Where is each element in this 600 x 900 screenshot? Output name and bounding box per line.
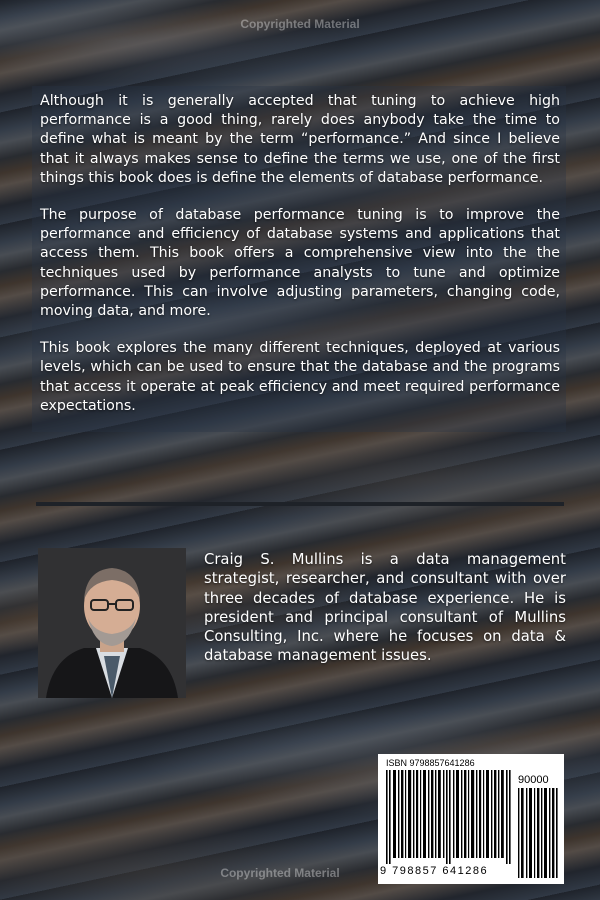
description-paragraph-2: The purpose of database performance tuning is to improve the performance and efficiency of database systems and applications that access them. This book offers a comprehensive view into the the techniques used by performance analysts to tune and optimize performance. This can involve adjusting parameters, changing code, moving data, and more. — [40, 207, 560, 320]
description-paragraph-1: Although it is generally accepted that tuning to achieve high performance is a good thing, rarely does anybody take the time to define what is meant by the term “performance.” And since I believe that it always makes sense to define the terms we use, one of the first things this book does is define the elements of database performance. — [40, 93, 560, 186]
watermark-bottom: Copyrighted Material — [220, 866, 340, 880]
isbn-label: ISBN 9798857641286 — [386, 758, 475, 768]
isbn-barcode — [378, 754, 564, 884]
barcode-digits: 9 798857 641286 — [380, 865, 489, 877]
barcode-addon-bars — [518, 788, 560, 878]
divider-rule — [36, 502, 564, 506]
book-description — [40, 92, 560, 434]
author-photo — [38, 548, 186, 698]
author-bio: Craig S. Mullins is a data management strategist, researcher, and consultant with over three decades of database experience. He is president and principal consultant of Mullins Consulting, Inc. where he focuses on data & database management issues. — [204, 551, 566, 665]
barcode-bars — [386, 770, 514, 864]
description-paragraph-3: This book explores the many different techniques, deployed at various levels, which can be used to ensure that the database and the programs that access it operate at peak efficiency and meet required performance expectations. — [40, 340, 560, 414]
watermark-top: Copyrighted Material — [240, 17, 360, 31]
price-code: 90000 — [518, 774, 549, 786]
